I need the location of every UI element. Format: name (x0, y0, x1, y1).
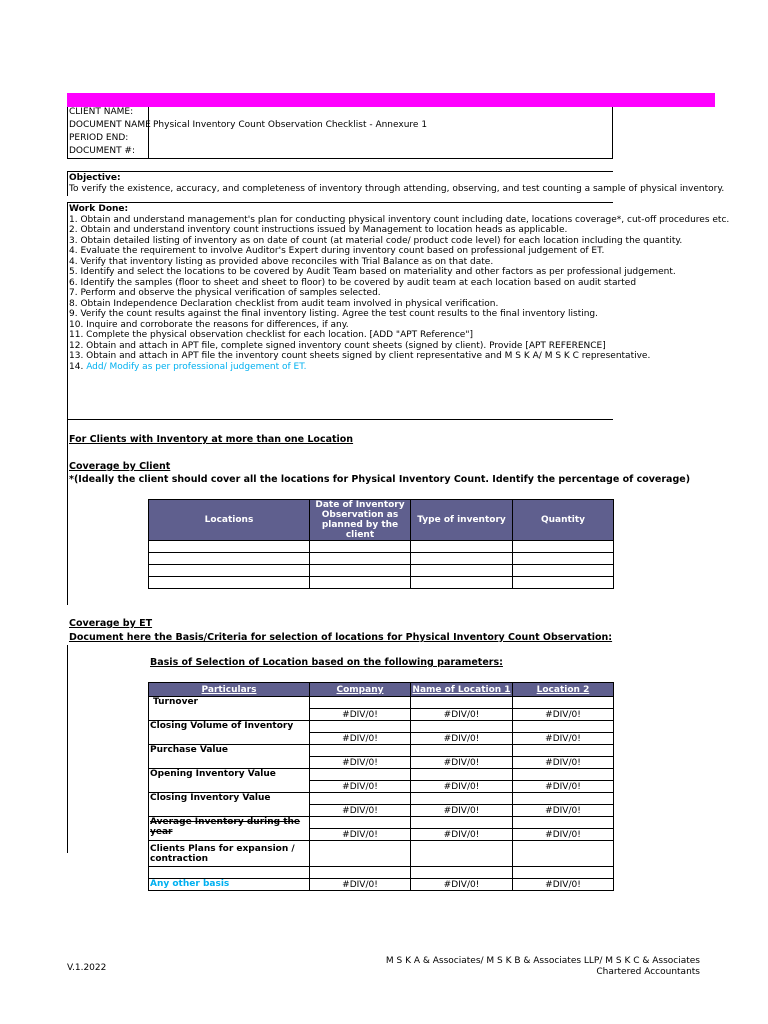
magenta-header-bar (67, 93, 715, 107)
period-end-label: PERIOD END: (69, 133, 129, 143)
work-done-item: 9. Verify the count results against the final inventory listing. Agree the test count results to the final inventory listing. (69, 309, 599, 319)
cell[interactable] (513, 541, 614, 553)
work-done-item: 4. Evaluate the requirement to involve Auditor's Expert during inventory count based on professional judgement of ET. (69, 246, 605, 256)
particular-label: Clients Plans for expansion / contraction (149, 841, 310, 867)
objective-heading: Objective: (69, 173, 121, 183)
location-2-value: #DIV/0! (513, 757, 614, 769)
location-1-value: #DIV/0! (411, 757, 513, 769)
work-done-item: 4. Verify that inventory listing as provided above reconciles with Trial Balance as on that date. (69, 256, 494, 267)
particular-label: Purchase Value (149, 745, 310, 769)
work-done-item: 6. Identify the samples (floor to sheet and sheet to floor) to be covered by audit team at each location based on audit started (69, 277, 637, 288)
work-done-item: 1. Obtain and understand management's plan for conducting physical inventory count including date, locations coverage*, cut-off procedures etc. (69, 214, 730, 225)
work-done-item: 11. Complete the physical observation checklist for each location. [ADD "APT Reference"] (69, 330, 473, 340)
coverage-by-client-heading: Coverage by Client (69, 461, 171, 472)
company-value: #DIV/0! (310, 733, 411, 745)
location-1-value: #DIV/0! (411, 781, 513, 793)
work-done-heading: Work Done: (69, 204, 129, 214)
particulars-header: Particulars (149, 683, 310, 697)
location-2-value: #DIV/0! (513, 733, 614, 745)
multi-location-heading: For Clients with Inventory at more than one Location (69, 434, 354, 445)
location-1-value: #DIV/0! (411, 879, 513, 891)
company-header: Company (310, 683, 411, 697)
cell[interactable] (310, 577, 411, 589)
quantity-header: Quantity (513, 500, 614, 541)
company-value: #DIV/0! (310, 805, 411, 817)
locations-header: Locations (149, 500, 310, 541)
cell[interactable] (149, 541, 310, 553)
cell[interactable] (513, 553, 614, 565)
document-name-value: Physical Inventory Count Observation Checklist - Annexure 1 (153, 120, 428, 130)
firm-footer (386, 956, 700, 978)
work-done-item: 8. Obtain Independence Declaration checklist from audit team involved in physical verification. (69, 298, 499, 309)
left-border-rule (67, 645, 68, 853)
company-value: #DIV/0! (310, 781, 411, 793)
location-2-value: #DIV/0! (513, 781, 614, 793)
firm-names: M S K A & Associates/ M S K B & Associates LLP/ M S K C & Associates (385, 956, 700, 966)
particular-label: Closing Volume of Inventory (149, 721, 310, 745)
location-1-value: #DIV/0! (411, 709, 513, 721)
location-2-value: #DIV/0! (513, 805, 614, 817)
cell[interactable] (513, 565, 614, 577)
company-value: #DIV/0! (310, 879, 411, 891)
table-row (149, 577, 614, 589)
particular-label: Opening Inventory Value (149, 769, 310, 793)
work-done-box (67, 202, 730, 420)
location-2-value: #DIV/0! (513, 829, 614, 841)
particular-label: Closing Inventory Value (149, 793, 310, 817)
item-14-number: 14. (69, 361, 87, 372)
document-info-table (67, 107, 613, 159)
item-14-text: Add/ Modify as per professional judgement of ET. (86, 361, 307, 372)
work-done-item: 10. Inquire and corroborate the reasons for differences, if any. (69, 319, 349, 330)
table-row (149, 553, 614, 565)
work-done-item: 12. Obtain and attach in APT file, complete signed inventory count sheets (signed by client). Provide [APT REFERENCE] (69, 340, 606, 351)
location-1-value: #DIV/0! (411, 733, 513, 745)
particular-label: Any other basis (149, 879, 310, 891)
cell[interactable] (149, 577, 310, 589)
company-value: #DIV/0! (310, 829, 411, 841)
coverage-note: *(Ideally the client should cover all the locations for Physical Inventory Count. Identify the percentage of coverage) (69, 474, 691, 485)
type-header: Type of inventory (411, 500, 513, 541)
cell[interactable] (310, 541, 411, 553)
document-number-label: DOCUMENT #: (69, 146, 136, 156)
column-divider (148, 107, 149, 158)
work-done-item: 13. Obtain and attach in APT file the inventory count sheets signed by client representative and M S K A/ M S K C representative. (69, 351, 651, 361)
particular-label: Average Inventory during the year (149, 817, 310, 841)
objective-text: To verify the existence, accuracy, and completeness of inventory through attending, observing, and test counting a sample of physical inventory. (69, 184, 725, 194)
location-2-value: #DIV/0! (513, 879, 614, 891)
cell[interactable] (149, 553, 310, 565)
location-2-value: #DIV/0! (513, 709, 614, 721)
objective-box (67, 171, 725, 196)
firm-designation: Chartered Accountants (596, 967, 700, 977)
cell[interactable] (149, 565, 310, 577)
particular-label: Turnover (149, 697, 310, 721)
work-done-item: 7. Perform and observe the physical verification of samples selected. (69, 288, 381, 298)
location-1-value: #DIV/0! (411, 805, 513, 817)
work-done-item: 5. Identify and select the locations to be covered by Audit Team based on materiality and other factors as per professional judgement. (69, 267, 676, 277)
company-value: #DIV/0! (310, 709, 411, 721)
basis-of-selection-table (148, 682, 614, 891)
cell[interactable] (411, 577, 513, 589)
basis-criteria-heading: Document here the Basis/Criteria for selection of locations for Physical Inventory Count Observation: (69, 632, 613, 643)
locations-table (148, 499, 614, 589)
cell[interactable] (411, 553, 513, 565)
work-done-item: 2. Obtain and understand inventory count instructions issued by Management to location heads as applicable. (69, 225, 568, 235)
cell[interactable] (411, 565, 513, 577)
location-2-header: Location 2 (513, 683, 614, 697)
version-label: V.1.2022 (67, 963, 107, 973)
cell[interactable] (513, 577, 614, 589)
left-border-rule (67, 420, 68, 605)
date-header: Date of Inventory Observation as planned by the client (310, 500, 411, 541)
company-value: #DIV/0! (310, 757, 411, 769)
table-row (149, 565, 614, 577)
cell[interactable] (310, 565, 411, 577)
location-1-value: #DIV/0! (411, 829, 513, 841)
work-done-item: 3. Obtain detailed listing of inventory as on date of count (at material code/ product code level) for each location including the quantity. (69, 235, 683, 246)
client-name-label: CLIENT NAME: (69, 107, 134, 117)
table-row (149, 541, 614, 553)
location-1-header: Name of Location 1 (412, 684, 511, 695)
cell[interactable] (411, 541, 513, 553)
cell[interactable] (310, 553, 411, 565)
basis-subheading: Basis of Selection of Location based on the following parameters: (150, 657, 503, 668)
coverage-by-et-heading: Coverage by ET (69, 618, 153, 629)
work-done-item-14 (69, 362, 307, 372)
document-name-label: DOCUMENT NAME (69, 120, 151, 130)
